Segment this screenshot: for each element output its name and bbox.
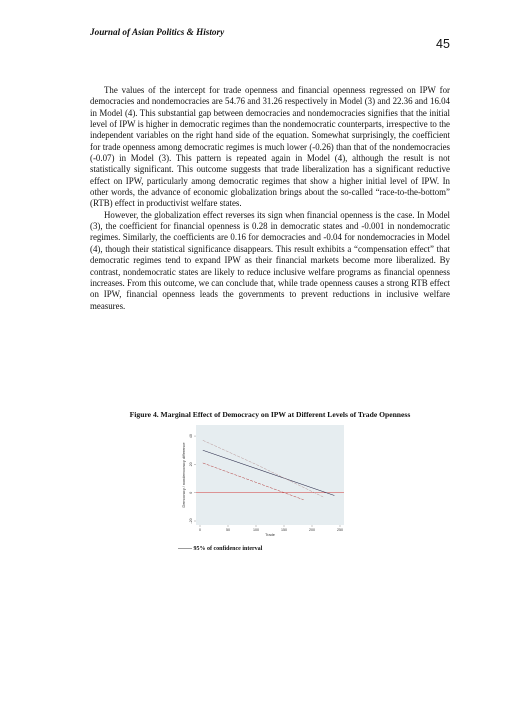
- y-tick-label: 20: [189, 462, 193, 467]
- y-axis-label: Democracy / nondemocracy difference: [182, 442, 186, 508]
- paragraph-2: However, the globalization effect reverses its sign when financial openness is the case. In Model (3), the coefficient for financial openness is 0.28 in democratic states and -0.001 in nondemocratic regimes. Similarly, the coefficients are 0.16 for democracies and -0.04 for nondemocracies in Model (4), though their statistical significance disappears. This result exhibits a “compensation effect” that democratic regimes tend to expand IPW as their financial markets become more liberalized. By contrast, nondemocratic states are likely to reduce inclusive welfare programs as financial openness increases. From this outcome, we can conclude that, while trade openness causes a strong RTB effect on IPW, financial openness leads the governments to prevent reductions in inclusive welfare measures.: [90, 209, 450, 311]
- x-tick-label: 0: [199, 528, 201, 532]
- x-tick-label: 50: [226, 528, 230, 532]
- x-tick-label: 200: [309, 528, 315, 532]
- confidence-interval-note: ------- 95% of confidence interval: [178, 546, 263, 552]
- x-tick-label: 250: [337, 528, 343, 532]
- page-number: 45: [436, 37, 450, 51]
- plot-area: [196, 425, 344, 525]
- y-tick-label: 40: [189, 434, 193, 439]
- y-tick-label: 0: [189, 491, 193, 494]
- y-tick-label: -20: [189, 518, 193, 524]
- x-tick-label: 100: [253, 528, 259, 532]
- x-tick-label: 150: [281, 528, 287, 532]
- journal-title: Journal of Asian Politics & History: [90, 27, 225, 37]
- x-axis-label: Trade: [265, 533, 275, 537]
- paragraph-1: The values of the intercept for trade openness and financial openness regressed on IPW for democracies and nondemocracies are 54.76 and 31.26 respectively in Model (3) and 22.36 and 16.04 in Model (4). This substantial gap between democracies and nondemocracies signifies that the initial level of IPW is higher in democratic regimes than the nondemocratic counterparts, irrespective to the independent variables on the right hand side of the equation. Somewhat surprisingly, the coefficient for trade openness among democratic regimes is much lower (-0.26) than that of the nondemocracies (-0.07) in Model (3). This pattern is repeated again in Model (4), although the result is not statistically significant. This outcome suggests that trade liberalization has a significant reductive effect on IPW, particularly among democratic regimes that show a higher initial level of IPW. In other words, the advance of economic globalization brings about the so-called “race-to-the-bottom” (RTB) effect in productivist welfare states.: [90, 85, 450, 209]
- article-body: [90, 85, 450, 312]
- marginal-effect-chart: [178, 421, 348, 539]
- figure-title: Figure 4. Marginal Effect of Democracy on IPW at Different Levels of Trade Openness: [129, 410, 411, 419]
